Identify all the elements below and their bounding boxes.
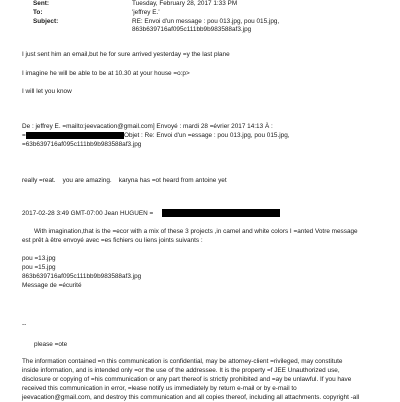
quoted-header-line: 2017-02-28 3:49 GMT-07:00 Jean HUGUEN = (22, 210, 154, 217)
disclaimer-line: The information contained =n this communication is confidential, may be attorney-client =rivileged, may constitute (22, 358, 343, 365)
attachment-item: pou =15.jpg (22, 264, 56, 271)
attachment-item: 863b639716af095c111bb9b983588af3.jpg (22, 273, 142, 280)
quoted-body-line: est prêt à être envoyé avec =es fichiers ou liens joints suivants : (22, 237, 203, 244)
reply-text: really =reat. you are amazing. karyna has =ot heard from antoine yet (22, 177, 227, 184)
disclaimer-line: inside information, and is intended only =or the use of the addressee. It is the property =f JEE Unauthorized use, (22, 367, 340, 374)
subject-value-line2: 863b639716af095c111bb9b983588af3.jpg (132, 26, 252, 33)
to-value: 'jeffrey E.' (132, 9, 160, 16)
sent-value: Tuesday, February 28, 2017 1:33 PM (132, 0, 238, 7)
quoted-header-line: De : jeffrey E. =mailto:jeevacation@gmail.com] Envoyé : mardi 28 =évrier 2017 14:13 À : (22, 123, 273, 130)
quoted-body-line: With imagination,that is the =ecor with a mix of these 3 projects ,in camel and white colors I =anted Votre message (34, 228, 358, 235)
body-paragraph: I just sent him an email,but he for sure arrived yesterday =y the last plane (22, 51, 230, 58)
separator-dashes: -- (22, 321, 27, 328)
attachment-item: Message de =écurité (22, 282, 82, 289)
disclaimer-line: received this communication in error, =lease notify us immediately by return e-mail or by e-mail to (22, 385, 297, 392)
subject-label: Subject: (33, 18, 59, 25)
sent-label: Sent: (33, 0, 49, 7)
attachment-item: pou =13.jpg (22, 255, 56, 262)
body-paragraph: I will let you know (22, 88, 72, 95)
quoted-header-prefix: = (22, 132, 26, 139)
body-paragraph: I imagine he will be able to be at 10.30 at your house =o:p> (22, 70, 190, 77)
quoted-header-line: =63b639716af095c111bb9b983588af3.jpg (22, 141, 142, 148)
disclaimer-line: disclosure or copying of =his communication or any part thereof is strictly prohibited and =ay be unlawful. If you have (22, 376, 352, 383)
quoted-header-line: Objet : Re: Envoi d'un =essage : pou 013.jpg, pou 015.jpg, (124, 132, 290, 139)
redaction-bar (162, 209, 280, 217)
disclaimer-line: jeevacation@gmail.com, and destroy this communication and all copies thereof, including all attachments. copyright -all (22, 394, 360, 401)
subject-value-line1: RE: Envoi d'un message : pou 013.jpg, pou 015.jpg, (132, 18, 280, 25)
please-note: please =ote (34, 341, 68, 348)
to-label: To: (33, 9, 43, 16)
redaction-bar (26, 132, 124, 139)
